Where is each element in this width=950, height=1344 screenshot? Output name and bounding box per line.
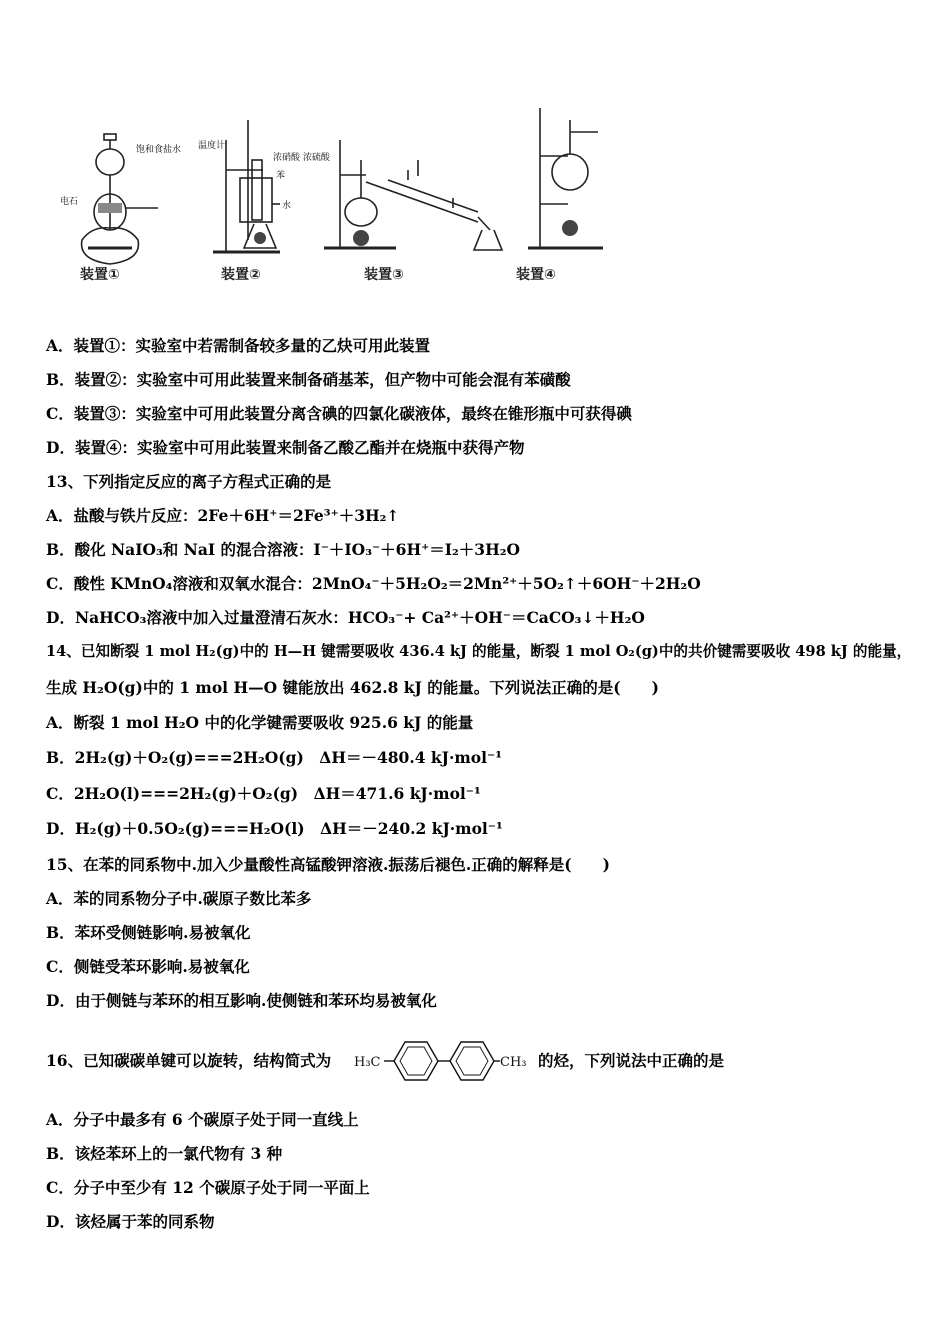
q16-option-c: C．分子中至少有 12 个碳原子处于同一平面上 [46, 1178, 370, 1197]
caption-apparatus-1: 装置① [80, 267, 120, 283]
q16-option-b: B．该烃苯环上的一氯代物有 3 种 [46, 1144, 283, 1163]
q13-option-d: D．NaHCO₃溶液中加入过量澄清石灰水：HCO₃⁻+ Ca²⁺＋OH⁻＝CaCO₃↓＋H₂O [46, 608, 645, 627]
q14-stem-line2: 生成 H₂O(g)中的 1 mol H—O 键能放出 462.8 kJ 的能量。下列说法正确的是( ) [46, 678, 659, 697]
left-methyl-group: H₃C [354, 1055, 381, 1070]
q12-option-d: D．装置④：实验室中可用此装置来制备乙酸乙酯并在烧瓶中获得产物 [46, 438, 525, 457]
q14-option-c: C．2H₂O(l)===2H₂(g)＋O₂(g) ΔH＝471.6 kJ·mol⁻¹ [46, 784, 481, 803]
q16-option-a: A．分子中最多有 6 个碳原子处于同一直线上 [46, 1110, 359, 1129]
q13-option-a: A．盐酸与铁片反应：2Fe＋6H⁺＝2Fe³⁺＋3H₂↑ [46, 506, 400, 525]
q15-stem: 15、在苯的同系物中.加入少量酸性高锰酸钾溶液.振荡后褪色.正确的解释是( ) [46, 855, 610, 874]
q14-stem-line1: 14、已知断裂 1 mol H₂(g)中的 H—H 键需要吸收 436.4 kJ 的能量，断裂 1 mol O₂(g)中的共价键需要吸收 498 kJ 的能量， [46, 643, 912, 660]
q15-option-a: A．苯的同系物分子中.碳原子数比苯多 [46, 889, 312, 908]
q12-option-c: C．装置③：实验室中可用此装置分离含碘的四氯化碳液体，最终在锥形瓶中可获得碘 [46, 404, 632, 423]
q16-stem-prefix: 16、已知碳碳单键可以旋转，结构简式为 [46, 1051, 332, 1070]
q12-option-b: B．装置②：实验室中可用此装置来制备硝基苯，但产物中可能会混有苯磺酸 [46, 370, 571, 389]
biphenyl-structure-drawing [352, 1030, 532, 1092]
apparatus-4-drawing [528, 108, 603, 248]
q16-stem-suffix: 的烃，下列说法中正确的是 [538, 1051, 725, 1070]
q15-option-d: D．由于侧链与苯环的相互影响.使侧链和苯环均易被氧化 [46, 991, 437, 1010]
q15-option-c: C．侧链受苯环影响.易被氧化 [46, 957, 250, 976]
structure-4-4-dimethylbiphenyl [352, 1030, 532, 1092]
q13-stem: 13、下列指定反应的离子方程式正确的是 [46, 472, 332, 491]
q16-option-d: D．该烃属于苯的同系物 [46, 1212, 215, 1231]
label-thermometer: 温度计 [198, 141, 226, 151]
q14-option-d: D．H₂(g)＋0.5O₂(g)===H₂O(l) ΔH＝－240.2 kJ·mol⁻¹ [46, 819, 503, 838]
apparatus-2-drawing [213, 120, 280, 252]
label-benzene: 苯 [276, 171, 286, 181]
right-methyl-group: CH₃ [500, 1055, 527, 1070]
label-water: 水 [282, 201, 292, 211]
q14-option-b: B．2H₂(g)＋O₂(g)===2H₂O(g) ΔH＝－480.4 kJ·mol⁻¹ [46, 748, 502, 767]
caption-apparatus-4: 装置④ [516, 267, 556, 283]
apparatus-3-drawing [324, 140, 502, 250]
caption-apparatus-2: 装置② [221, 267, 261, 283]
q13-option-b: B．酸化 NaIO₃和 NaI 的混合溶液：I⁻＋IO₃⁻＋6H⁺＝I₂＋3H₂O [46, 540, 521, 559]
q12-option-a: A．装置①：实验室中若需制备较多量的乙炔可用此装置 [46, 336, 431, 355]
apparatus-drawings [58, 100, 618, 290]
q13-option-c: C．酸性 KMnO₄溶液和双氧水混合：2MnO₄⁻＋5H₂O₂＝2Mn²⁺＋5O₂↑＋6OH⁻＋2H₂O [46, 574, 701, 593]
q15-option-b: B．苯环受侧链影响.易被氧化 [46, 923, 251, 942]
caption-apparatus-3: 装置③ [364, 267, 404, 283]
apparatus-figure [58, 100, 618, 290]
q14-option-a: A．断裂 1 mol H₂O 中的化学键需要吸收 925.6 kJ 的能量 [46, 713, 474, 732]
label-calcium-carbide: 电石 [60, 197, 79, 207]
label-saturated-brine: 饱和食盐水 [136, 145, 182, 155]
label-acids: 浓硝酸 浓硫酸 [273, 153, 330, 163]
